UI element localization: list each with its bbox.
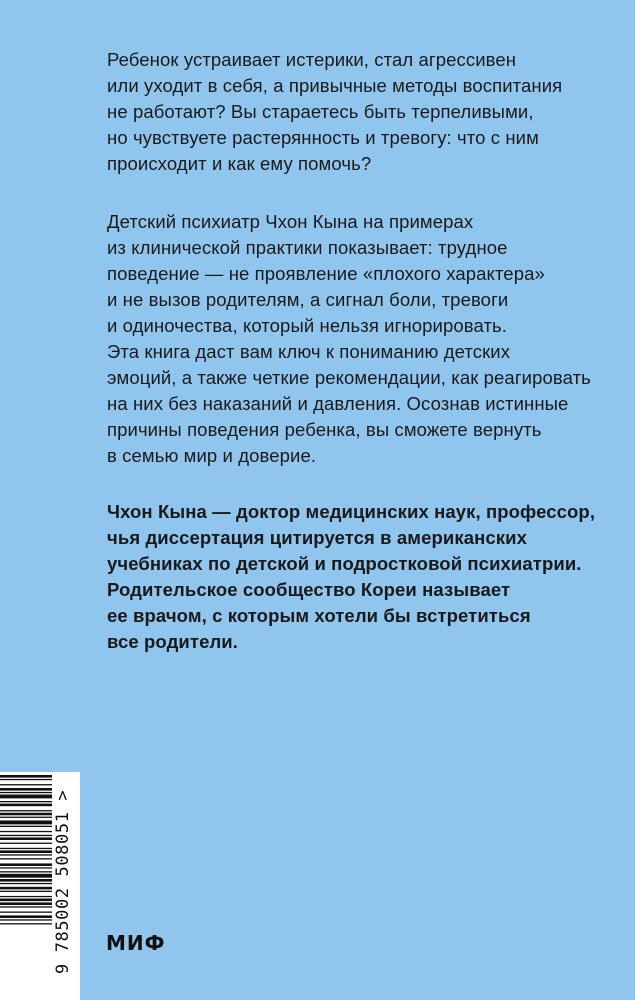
publisher-logo: МИФ (106, 931, 166, 955)
barcode-bar (0, 923, 52, 924)
text-line: в семью мир и доверие. (107, 445, 317, 466)
barcode-bar (0, 896, 52, 897)
barcode-bar (0, 810, 52, 811)
text-line: поведение — не проявление «плохого характера» (107, 263, 545, 284)
text-line: из клинической практики показывает: трудное (107, 237, 508, 258)
barcode-bar (0, 867, 52, 868)
text-line: чья диссертация цитируется в американских (107, 527, 527, 548)
barcode-bar (0, 883, 52, 884)
barcode-bar (0, 817, 52, 818)
barcode-bar (0, 835, 52, 836)
barcode-bar (0, 837, 52, 840)
barcode-bar (0, 874, 52, 878)
barcode-bar (0, 792, 52, 793)
barcode-bar (0, 879, 52, 882)
barcode-bar (0, 854, 52, 855)
barcode-bar (0, 795, 52, 799)
text-line: Ребенок устраивает истерики, стал агрессивен (107, 49, 517, 70)
barcode-bar (0, 906, 52, 907)
text-line: не работают? Вы стараетесь быть терпеливыми, (107, 101, 534, 122)
barcode-bar (0, 887, 52, 890)
barcode-bar (0, 821, 52, 825)
text-line: или уходит в себя, а привычные методы воспитания (107, 75, 563, 96)
barcode-bar (0, 871, 52, 872)
text-line: все родители. (107, 631, 239, 652)
author-bio-paragraph (107, 499, 596, 655)
text-line: Родительское сообщество Кореи называет (107, 579, 511, 600)
barcode-bar (0, 858, 52, 859)
text-line: ее врачом, с которым хотели бы встретиться (107, 605, 531, 626)
text-line: Чхон Кына — доктор медицинских наук, профессор, (107, 501, 596, 522)
barcode-bar (0, 891, 52, 892)
barcode-digits: 9 785002 508051 > (53, 789, 73, 974)
barcode-bar (0, 863, 52, 866)
text-line: происходит и как ему помочь? (107, 153, 372, 174)
barcode-bar (0, 915, 52, 918)
barcode-bar (0, 919, 52, 920)
annotation-paragraph-2 (107, 209, 591, 469)
text-line: на них без наказаний и давления. Осознав истинные (107, 393, 569, 414)
barcode-bar (0, 813, 52, 816)
text-line: и не вызов родителям, а сигнал боли, тревоги (107, 289, 509, 310)
barcode-bar (0, 826, 52, 827)
barcode-bar (0, 801, 52, 802)
barcode-bar (0, 912, 52, 913)
barcode-bar (0, 850, 52, 853)
barcode-bar (0, 902, 52, 905)
barcode-bar (0, 788, 52, 791)
barcode-bar (0, 784, 52, 785)
text-line: эмоций, а также четкие рекомендации, как реагировать (107, 367, 591, 388)
barcode-icon (0, 775, 52, 971)
barcode-bar (0, 848, 52, 849)
barcode-bar (0, 775, 52, 778)
text-line: причины поведения ребенка, вы сможете вернуть (107, 419, 542, 440)
barcode-bar (0, 804, 52, 807)
barcode-bar (0, 831, 52, 832)
annotation-paragraph-1 (107, 47, 577, 177)
barcode-bar (0, 779, 52, 780)
text-line: Детский психиатр Чхон Кына на примерах (107, 211, 474, 232)
text-line: и одиночества, который нельзя игнорировать. (107, 315, 508, 336)
text-line: учебниках по детской и подростковой психиатрии. (107, 553, 582, 574)
text-line: но чувствуете растерянность и тревогу: что с ним (107, 127, 539, 148)
text-line: Эта книга даст вам ключ к пониманию детских (107, 341, 511, 362)
barcode-bar (0, 899, 52, 902)
barcode-bar (0, 843, 52, 844)
